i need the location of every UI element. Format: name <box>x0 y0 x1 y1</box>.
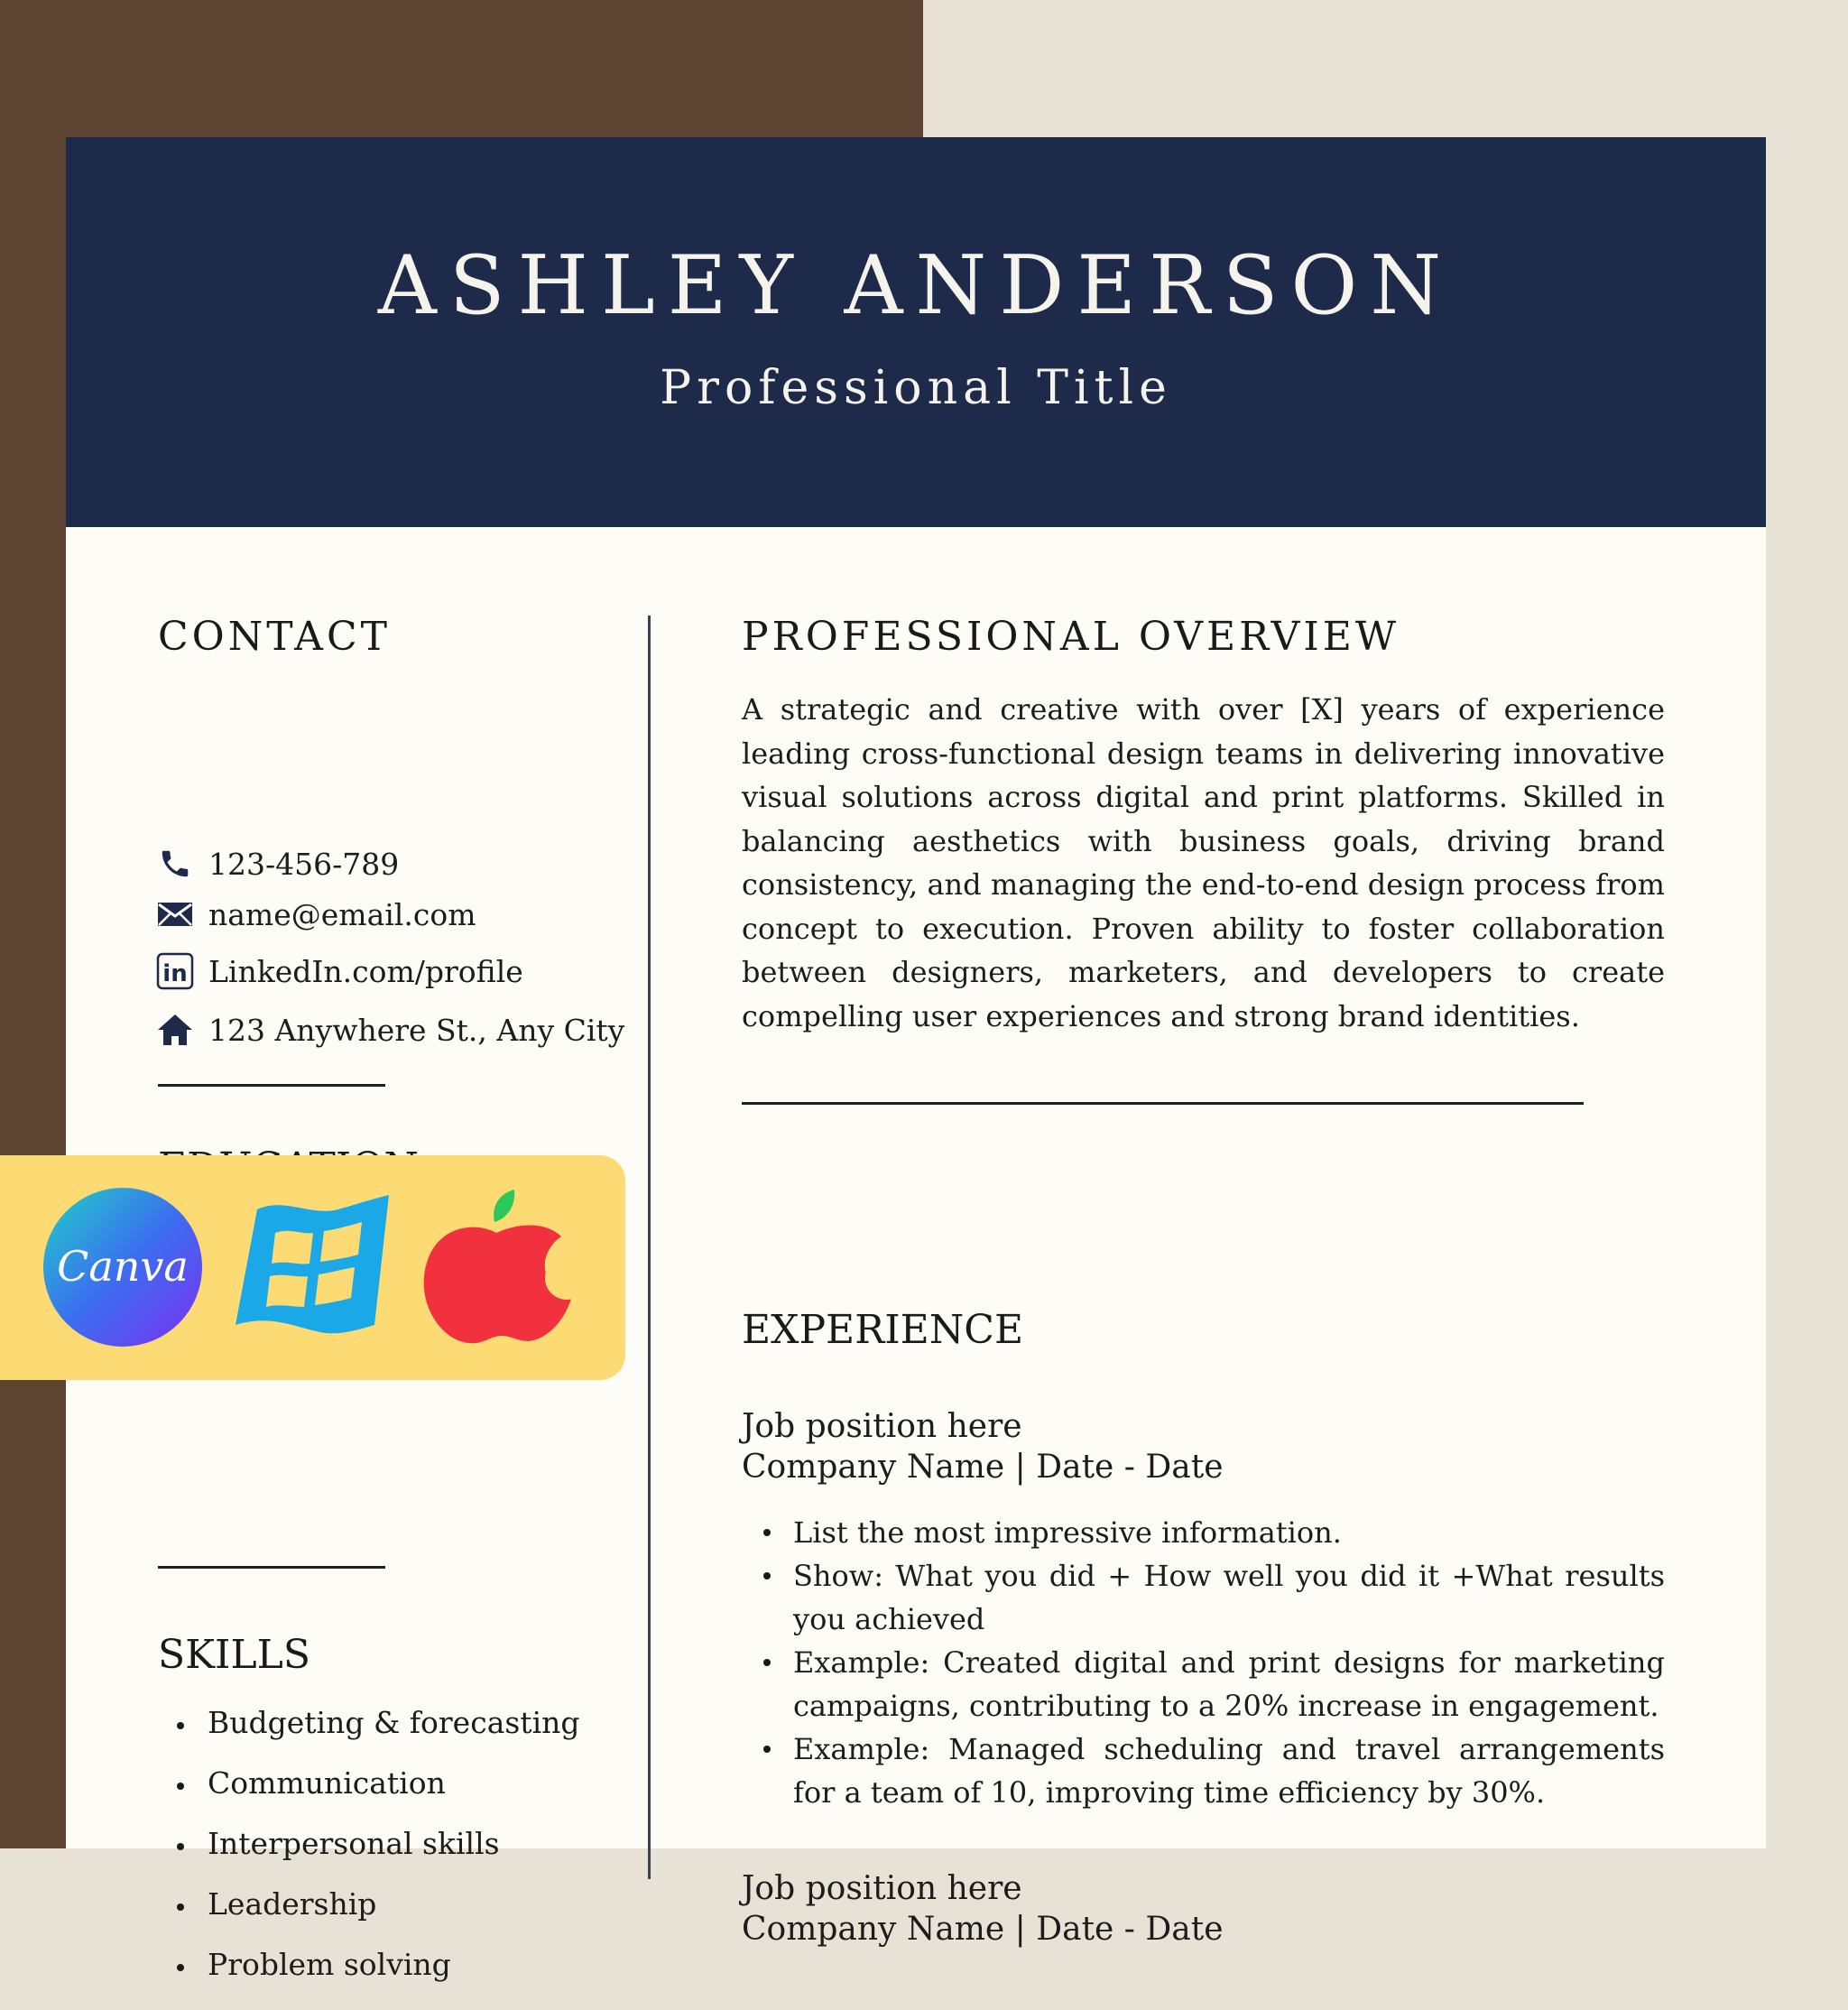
contact-address <box>156 1011 624 1049</box>
skill-item: Interpersonal skills <box>156 1829 580 1889</box>
skill-item: Budgeting & forecasting <box>156 1708 580 1768</box>
svg-text:in: in <box>162 960 188 987</box>
linkedin-url: LinkedIn.com/profile <box>208 953 523 989</box>
column-divider <box>648 616 651 1879</box>
compatibility-badge <box>0 1155 625 1380</box>
experience-heading: EXPERIENCE <box>742 1307 1024 1353</box>
skill-item: Communication <box>156 1768 580 1829</box>
windows-icon <box>230 1190 393 1348</box>
phone-number: 123-456-789 <box>208 846 400 882</box>
phone-icon <box>156 845 194 883</box>
resume-header <box>66 137 1766 527</box>
street-address: 123 Anywhere St., Any City <box>208 1012 625 1048</box>
resume-page <box>66 137 1766 1982</box>
envelope-icon <box>156 895 194 933</box>
job-bullet: Show: What you did + How well you did it +What results you achieved <box>742 1554 1665 1641</box>
linkedin-icon <box>156 952 194 990</box>
overview-text: A strategic and creative with over [X] years of experience leading cross-functional design teams in delivering innovative visual solutions across digital and print platforms. Skilled in balancing aesthetics with business goals, driving brand consistency, and managing the end-to-end design process from concept to execution. Proven ability to foster collaboration between designers, marketers, and developers to create compelling user experiences and strong brand identities. <box>742 692 1665 1033</box>
education-divider <box>158 1566 385 1569</box>
skills-heading: SKILLS <box>158 1632 310 1678</box>
canva-logo <box>43 1188 202 1350</box>
skill-item: Problem solving <box>156 1950 580 2010</box>
apple-icon <box>420 1186 574 1350</box>
skill-item: Leadership <box>156 1889 580 1950</box>
home-icon <box>156 1011 194 1049</box>
contact-email <box>156 895 476 933</box>
overview-heading: PROFESSIONAL OVERVIEW <box>742 614 1400 660</box>
contact-heading: CONTACT <box>158 614 391 660</box>
canva-logo-text: Canva <box>57 1242 189 1291</box>
job-position: Job position here <box>742 1870 1022 1907</box>
candidate-name: ASHLEY ANDERSON <box>377 238 1455 333</box>
email-address: name@email.com <box>208 896 476 932</box>
job-bullets <box>742 1511 1665 1814</box>
job-company-dates: Company Name | Date - Date <box>742 1911 1224 1948</box>
job-bullet: Example: Created digital and print designs for marketing campaigns, contributing to a 20% increase in engagement. <box>742 1641 1665 1727</box>
job-bullet: List the most impressive information. <box>742 1511 1665 1554</box>
job-bullet: Example: Managed scheduling and travel arrangements for a team of 10, improving time efficiency by 30%. <box>742 1727 1665 1814</box>
contact-phone <box>156 845 399 883</box>
overview-divider <box>742 1102 1584 1105</box>
skills-list <box>156 1705 580 2010</box>
job-company-dates: Company Name | Date - Date <box>742 1449 1224 1486</box>
contact-divider <box>158 1084 385 1087</box>
professional-title: Professional Title <box>660 361 1172 415</box>
job-position: Job position here <box>742 1408 1022 1445</box>
contact-linkedin <box>156 952 523 990</box>
